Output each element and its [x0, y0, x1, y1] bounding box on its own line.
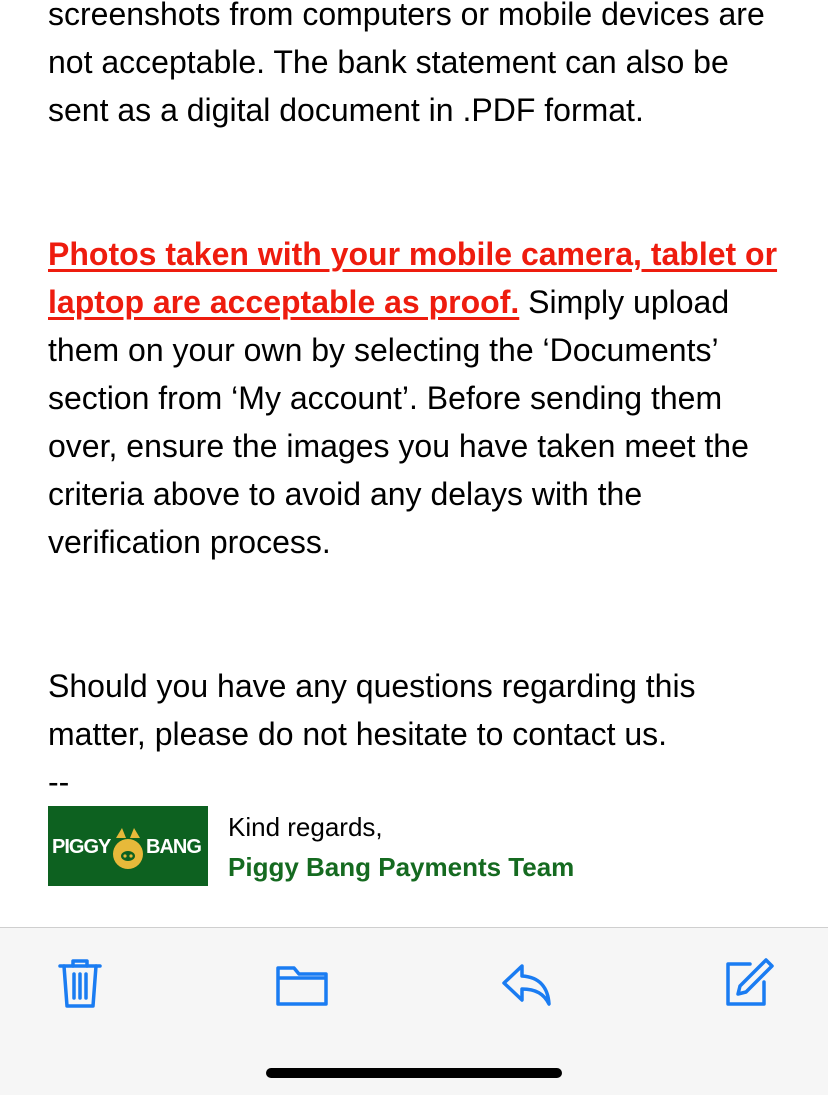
home-indicator[interactable]: [266, 1068, 562, 1078]
trash-icon: [50, 954, 110, 1014]
signature-team-name: Piggy Bang Payments Team: [228, 852, 575, 882]
reply-button[interactable]: [496, 954, 556, 1014]
compose-icon: [718, 954, 778, 1014]
proof-link[interactable]: Photos taken with your mobile camera, tablet or laptop are acceptable as proof.: [48, 236, 778, 320]
move-to-folder-button[interactable]: [272, 954, 332, 1014]
reply-icon: [496, 954, 556, 1014]
piggy-bang-logo: [48, 806, 208, 886]
email-paragraph-contact: Should you have any questions regarding this matter, please do not hesitate to contact us.: [48, 668, 696, 752]
logo-text-bang: BANG: [146, 836, 201, 858]
email-signature: [48, 806, 748, 886]
signature-separator: --: [48, 764, 70, 800]
upload-instructions: Simply upload them on your own by selecting the ‘Documents’ section from ‘My account’. Before sending them over, ensure the images you have taken meet the criteria above to avoid any delays with the verification process.: [48, 284, 749, 560]
piggy-face-icon: [108, 824, 148, 874]
folder-icon: [272, 954, 332, 1014]
logo-text-piggy: PIGGY: [52, 836, 111, 858]
email-paragraph: screenshots from computers or mobile devices are not acceptable. The bank statement can also be sent as a digital document in .PDF format.: [48, 0, 765, 128]
delete-button[interactable]: [50, 954, 110, 1014]
email-paragraph-upload: [48, 230, 788, 566]
compose-button[interactable]: [718, 954, 778, 1014]
mail-toolbar: [0, 927, 828, 1095]
signature-greeting: Kind regards,: [228, 812, 383, 842]
